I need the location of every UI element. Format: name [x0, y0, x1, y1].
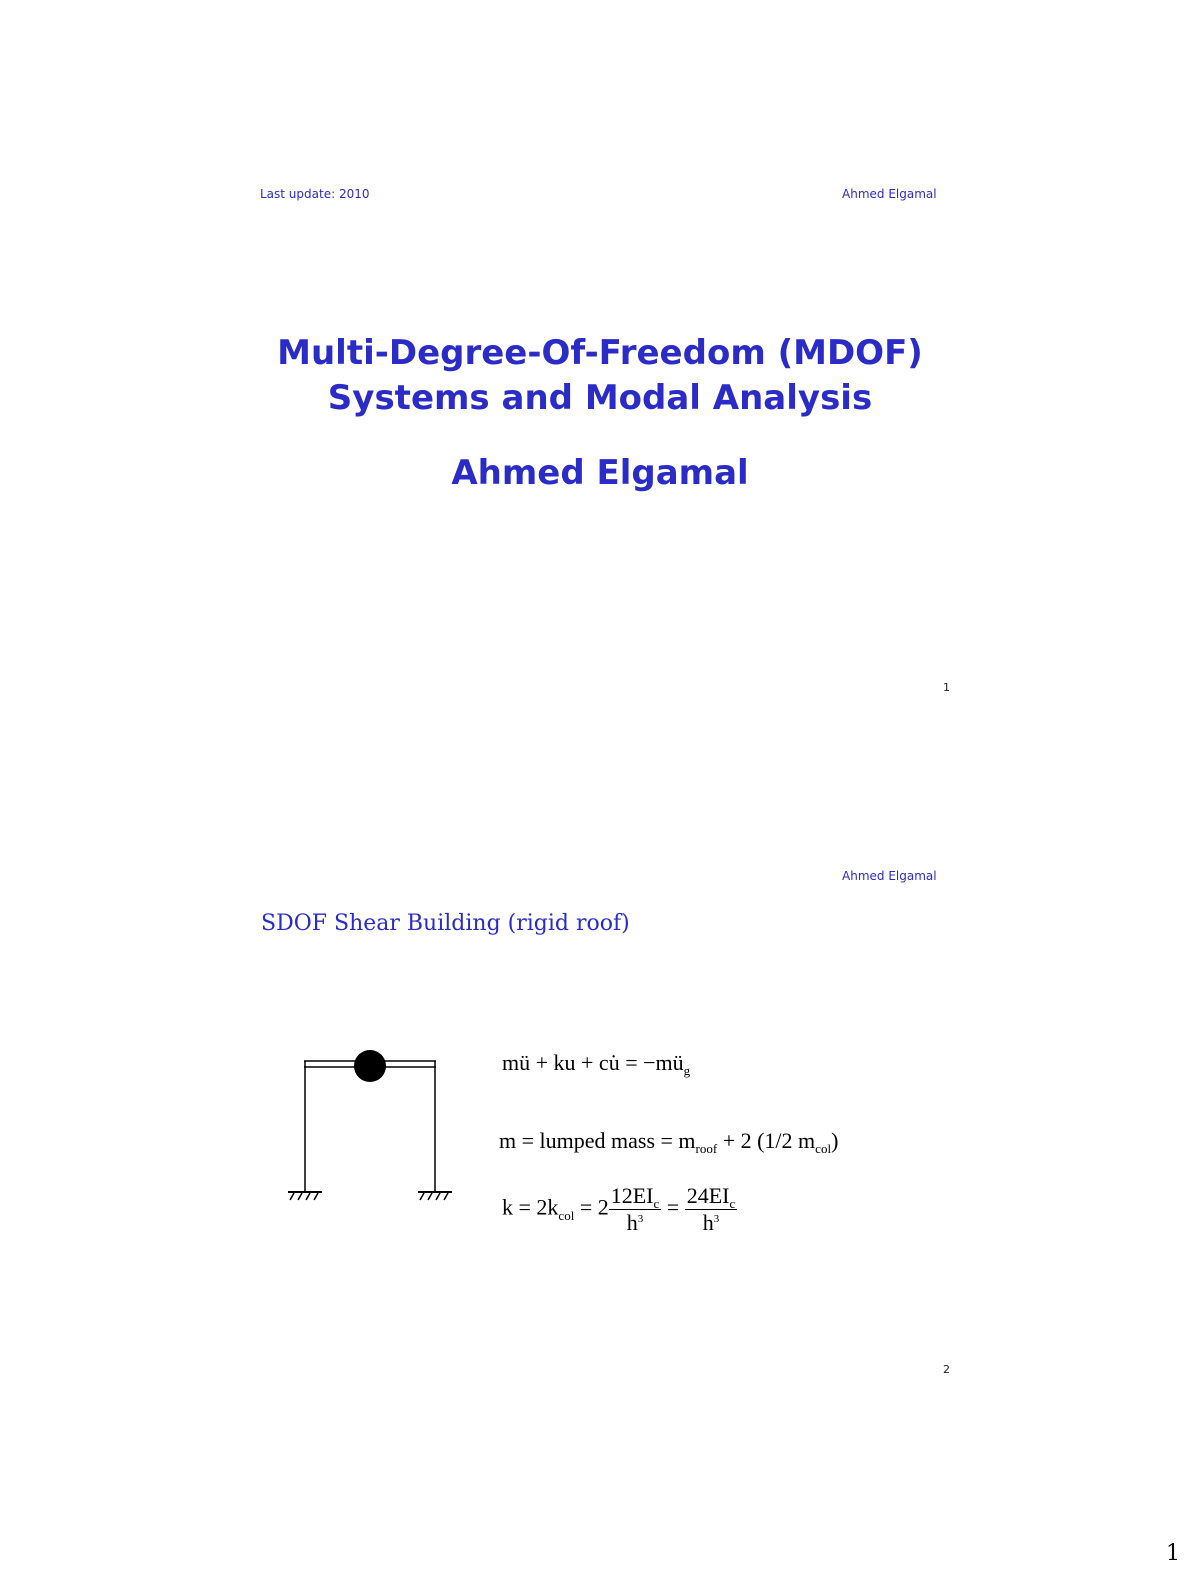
frac2-num: 24EI [686, 1183, 730, 1208]
eq1-main: mü + ku + cu̇ = −mü [502, 1050, 684, 1075]
right-fixed-support [418, 1192, 452, 1200]
eq3-sub1: col [558, 1207, 575, 1223]
slide-2-heading: SDOF Shear Building (rigid roof) [261, 911, 630, 936]
title-line-2: Systems and Modal Analysis [327, 378, 873, 418]
frac2-num-sub: c [729, 1196, 736, 1211]
fraction-2 [685, 1183, 738, 1236]
eq3-part1: k = 2k [502, 1194, 559, 1220]
left-fixed-support [288, 1192, 322, 1200]
eq2-sub2: col [815, 1141, 832, 1156]
eq1-sub: g [683, 1063, 691, 1078]
eq2-part1: m = lumped mass = m [499, 1128, 696, 1153]
stiffness-equation [502, 1183, 737, 1236]
eq2-part3: ) [831, 1128, 839, 1153]
fraction-1 [609, 1183, 662, 1236]
eq3-part2: = 2 [574, 1194, 609, 1220]
slide-2-page-number: 2 [943, 1363, 950, 1376]
eq3-equals: = [666, 1194, 680, 1220]
eq2-sub1: roof [695, 1141, 718, 1156]
frac1-den-sup: 3 [637, 1213, 644, 1225]
title-line-1: Multi-Degree-Of-Freedom (MDOF) [277, 333, 923, 373]
frac2-den-sup: 3 [713, 1213, 720, 1225]
shear-building-diagram [280, 1040, 460, 1210]
frac2-den: h [702, 1210, 714, 1235]
last-update-label: Last update: 2010 [260, 187, 370, 201]
equation-of-motion [502, 1050, 690, 1076]
sheet-page-number: 1 [1166, 1541, 1180, 1566]
header-author: Ahmed Elgamal [842, 187, 937, 201]
frac1-num-sub: c [653, 1196, 660, 1211]
slide-1-page-number: 1 [943, 681, 950, 694]
author-name: Ahmed Elgamal [451, 453, 749, 493]
header-author-2: Ahmed Elgamal [842, 869, 937, 883]
lumped-mass [354, 1050, 386, 1082]
frac1-den: h [626, 1210, 638, 1235]
eq2-part2: + 2 (1/2 m [717, 1128, 816, 1153]
frac1-num: 12EI [610, 1183, 654, 1208]
lumped-mass-equation [499, 1128, 838, 1154]
